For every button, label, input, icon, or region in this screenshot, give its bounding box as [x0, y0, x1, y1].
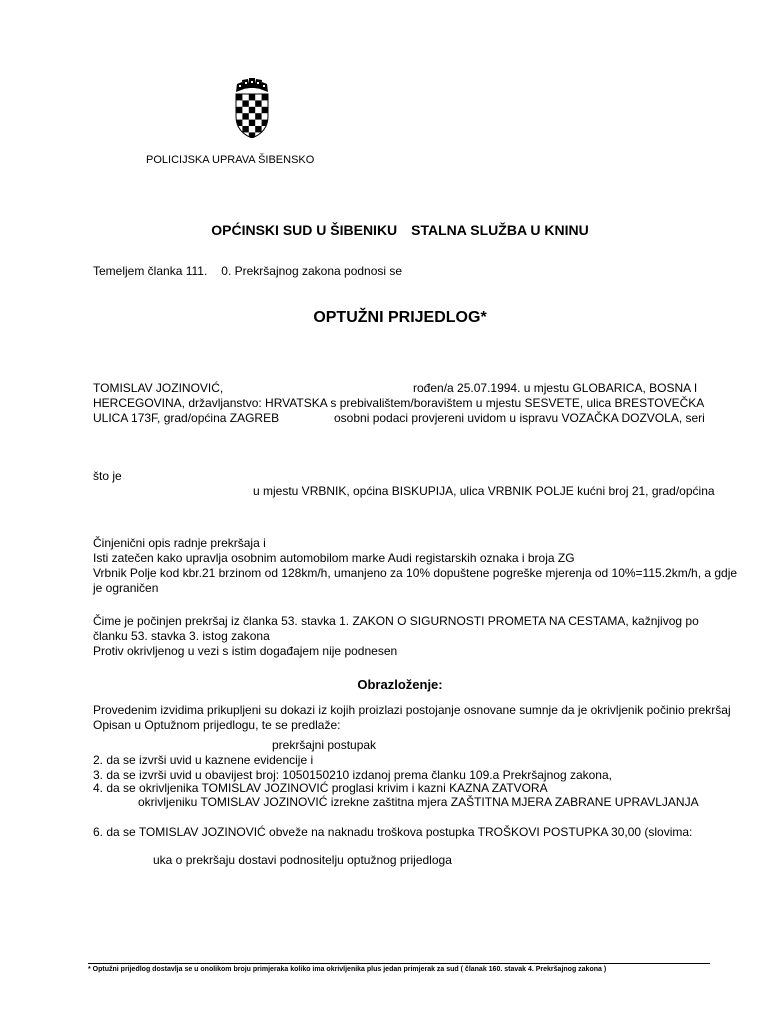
defendant-name: TOMISLAV JOZINOVIĆ,: [93, 381, 224, 395]
footnote: * Optužni prijedlog dostavlja se u onolikom broju primjeraka koliko ima okrivljenika plus jedan primjerak za sud ( članak 160. stavak 4. Prekršajnog zakona ): [88, 966, 607, 973]
proposal-item: prekršajni postupak: [272, 738, 377, 752]
court-heading: [0, 222, 768, 238]
document-title: OPTUŽNI PRIJEDLOG*: [313, 309, 487, 326]
court-name: OPĆINSKI SUD U ŠIBENIKU: [211, 222, 398, 238]
issuer-name: POLICIJSKA UPRAVA ŠIBENSKO: [146, 154, 315, 166]
offense-line: Čime je počinjen prekršaj iz članka 53. stavka 1. ZAKON O SIGURNOSTI PROMETA NA CESTAMA, kažnjivog po: [93, 614, 699, 628]
facts-line: je ograničen: [93, 581, 159, 595]
court-branch: STALNA SLUŽBA U KNINU: [411, 222, 589, 238]
legal-basis: [93, 264, 402, 279]
offense-line: članku 53. stavka 3. istog zakona: [93, 629, 270, 643]
legal-basis-text: Temeljem članka 111.: [93, 264, 208, 278]
place-location: u mjestu VRBNIK, općina BISKUPIJA, ulica VRBNIK POLJE kućni broj 21, grad/općina: [253, 484, 715, 498]
reasoning-paragraph: Opisan u Optužnom prijedlogu, te se predlaže:: [93, 718, 341, 732]
reasoning-heading: Obrazloženje:: [357, 677, 443, 692]
footnote-divider: [88, 963, 710, 964]
facts-line: Vrbnik Polje kod kbr.21 brzinom od 128km/h, umanjeno za 10% dopuštene pogreške mjerenja od 10%=115.2km/h, a gdje: [93, 566, 738, 580]
defendant-birth: rođen/a 25.07.1994. u mjestu GLOBARICA, BOSNA I: [413, 381, 698, 395]
reasoning-paragraph: Provedenim izvidima prikupljeni su dokazi iz kojih proizlazi postojanje osnovane sumnje da je okrivljenik počinio prekršaj: [93, 703, 731, 717]
place-intro: što je: [93, 469, 122, 483]
proposal-item: 4. da se okrivljenika TOMISLAV JOZINOVIĆ proglasi krivim i kazni KAZNA ZATVORA: [93, 781, 548, 795]
coat-of-arms-icon: [232, 78, 272, 138]
offense-line: Protiv okrivljenog u vezi s istim događajem nije podnesen: [93, 644, 398, 658]
defendant-address: ULICA 173F, grad/općina ZAGREB: [93, 411, 280, 425]
defendant-id-check: osobni podaci provjereni uvidom u ispravu VOZAČKA DOZVOLA, seri: [334, 411, 705, 425]
facts-line: Isti zatečen kako upravlja osobnim automobilom marke Audi registarskih oznaka i broja ZG: [93, 551, 575, 565]
proposal-item: okrivljeniku TOMISLAV JOZINOVIĆ izrekne zaštitna mjera ZAŠTITNA MJERA ZABRANE UPRAVLJANJA: [138, 795, 699, 809]
proposal-item: uka o prekršaju dostavi podnositelju optužnog prijedloga: [153, 853, 452, 867]
legal-basis-continued: 0. Prekršajnog zakona podnosi se: [221, 264, 403, 278]
defendant-citizenship: HERCEGOVINA, državljanstvo: HRVATSKA s prebivalištem/boravištem u mjestu SESVETE, ulica BRESTOVEČKA: [93, 396, 705, 410]
facts-heading: Činjenični opis radnje prekršaja i: [93, 536, 266, 550]
proposal-item: 2. da se izvrši uvid u kaznene evidencije i: [93, 753, 314, 767]
proposal-item: 3. da se izvrši uvid u obavijest broj: 1050150210 izdanoj prema članku 109.a Prekršajnog zakona,: [93, 768, 612, 782]
proposal-item: 6. da se TOMISLAV JOZINOVIĆ obveže na naknadu troškova postupka TROŠKOVI POSTUPKA 30,00 (slovima:: [93, 825, 693, 839]
